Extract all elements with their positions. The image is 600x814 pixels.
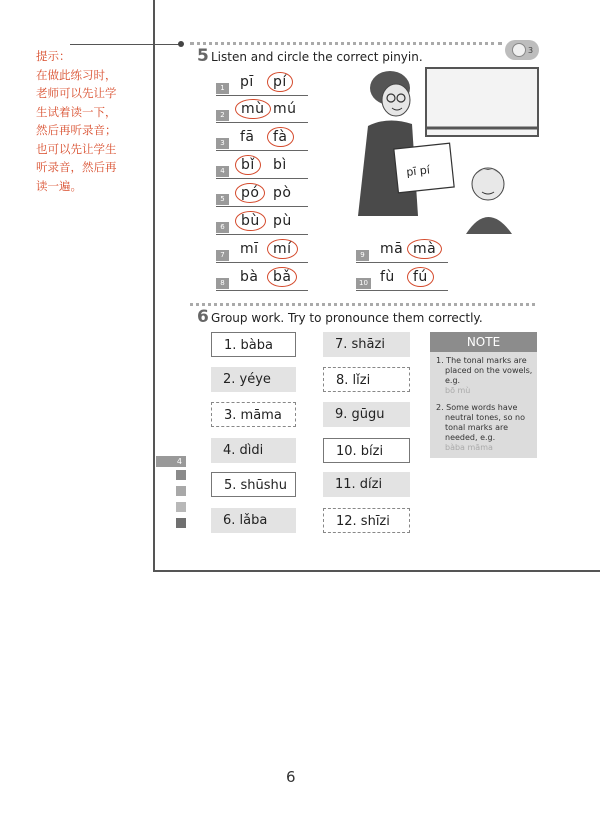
side-square	[176, 470, 186, 480]
word-box: 7. shāzi	[323, 332, 410, 357]
word-box: 10. bízi	[323, 438, 410, 463]
word-box: 3. māma	[211, 402, 296, 427]
word-box: 11. dízi	[323, 472, 410, 497]
note-example: bàba māma	[445, 443, 493, 452]
tip-line: 听录音，然后再	[36, 160, 117, 174]
tip-line: 老师可以先让学	[36, 86, 117, 100]
pinyin-option[interactable]: pù	[273, 213, 292, 229]
side-square	[176, 518, 186, 528]
item-number: 8	[216, 278, 229, 289]
tip-title: 提示：	[36, 49, 71, 63]
item-number: 1	[216, 83, 229, 94]
page-number: 6	[286, 768, 296, 786]
pinyin-option[interactable]: bì	[273, 157, 287, 173]
tip-line: 生试着读一下，	[36, 104, 117, 119]
pinyin-option-circled[interactable]: fà	[267, 127, 294, 147]
section-divider	[190, 42, 502, 45]
note-line: 2. Some words have	[436, 403, 518, 412]
page-frame-bottom	[153, 570, 600, 572]
pinyin-item	[356, 241, 448, 263]
illustration-card-text: pī pí	[405, 163, 431, 179]
item-number: 4	[216, 166, 229, 177]
note-point-1	[436, 356, 536, 396]
pinyin-option[interactable]: fā	[240, 129, 255, 145]
word-box: 6. lǎba	[211, 508, 296, 533]
tip-connector-dot	[178, 41, 184, 47]
item-number: 9	[356, 250, 369, 261]
note-line: 1. The tonal marks are	[436, 356, 527, 365]
pinyin-option-circled[interactable]: mí	[267, 239, 298, 259]
word-box: 2. yéye	[211, 367, 296, 392]
tip-line: 也可以先让学生	[36, 141, 117, 156]
item-number: 10	[356, 278, 371, 289]
section-divider	[190, 303, 535, 306]
section-6-title: Group work. Try to pronounce them correctly.	[211, 311, 483, 325]
pinyin-item	[216, 269, 308, 291]
note-line: tonal marks are	[445, 423, 509, 432]
pinyin-option-circled[interactable]: bǎ	[267, 267, 297, 287]
pinyin-item	[216, 74, 308, 96]
word-box: 5. shūshu	[211, 472, 296, 497]
item-number: 7	[216, 250, 229, 261]
pinyin-item	[216, 185, 308, 207]
side-square	[176, 502, 186, 512]
audio-track-number: 3	[528, 46, 534, 55]
pinyin-item	[216, 101, 308, 123]
note-line: placed on the vowels,	[445, 366, 533, 375]
pinyin-option-circled[interactable]: mù	[235, 99, 271, 119]
tip-line: 然后再听录音；	[36, 123, 117, 137]
pinyin-item	[216, 213, 308, 235]
unit-side-tab: 4	[156, 456, 186, 467]
item-number: 3	[216, 138, 229, 149]
note-line: neutral tones, so no	[445, 413, 526, 422]
word-box: 4. dìdi	[211, 438, 296, 463]
section-6-number: 6	[197, 307, 209, 327]
teacher-student-illustration	[348, 66, 543, 236]
page-frame-left	[153, 0, 155, 572]
pinyin-item	[216, 241, 308, 263]
pinyin-option[interactable]: pī	[240, 74, 254, 90]
pinyin-option-circled[interactable]: fú	[407, 267, 434, 287]
pinyin-option[interactable]: mā	[380, 241, 404, 257]
tip-line: 在做此练习时，	[36, 67, 117, 82]
pinyin-option[interactable]: mú	[273, 101, 297, 117]
tip-connector-line	[70, 44, 180, 45]
note-heading: NOTE	[430, 332, 537, 352]
pinyin-option-circled[interactable]: bǐ	[235, 155, 261, 175]
cd-icon	[512, 43, 526, 57]
item-number: 6	[216, 222, 229, 233]
item-number: 2	[216, 110, 229, 121]
pinyin-option[interactable]: pò	[273, 185, 292, 201]
pinyin-option[interactable]: fù	[380, 269, 395, 285]
pinyin-item	[356, 269, 448, 291]
pinyin-item	[216, 129, 308, 151]
word-box: 12. shīzi	[323, 508, 410, 533]
section-5-title: Listen and circle the correct pinyin.	[211, 50, 423, 64]
pinyin-option-circled[interactable]: pí	[267, 72, 293, 92]
word-box: 8. lǐzi	[323, 367, 410, 392]
word-box: 9. gūgu	[323, 402, 410, 427]
side-square	[176, 486, 186, 496]
teacher-tip	[36, 47, 150, 195]
word-box: 1. bàba	[211, 332, 296, 357]
note-line: needed, e.g.	[445, 433, 496, 442]
item-number: 5	[216, 194, 229, 205]
note-point-2	[436, 403, 536, 453]
pinyin-option-circled[interactable]: pó	[235, 183, 265, 203]
pinyin-item	[216, 157, 308, 179]
pinyin-option[interactable]: bà	[240, 269, 259, 285]
note-example: bō mù	[445, 386, 471, 395]
pinyin-option-circled[interactable]: bù	[235, 211, 266, 231]
pinyin-option[interactable]: mī	[240, 241, 259, 257]
tip-line: 读一遍。	[36, 178, 82, 193]
note-line: e.g.	[445, 376, 461, 385]
section-5-number: 5	[197, 46, 209, 66]
pinyin-option-circled[interactable]: mà	[407, 239, 442, 259]
